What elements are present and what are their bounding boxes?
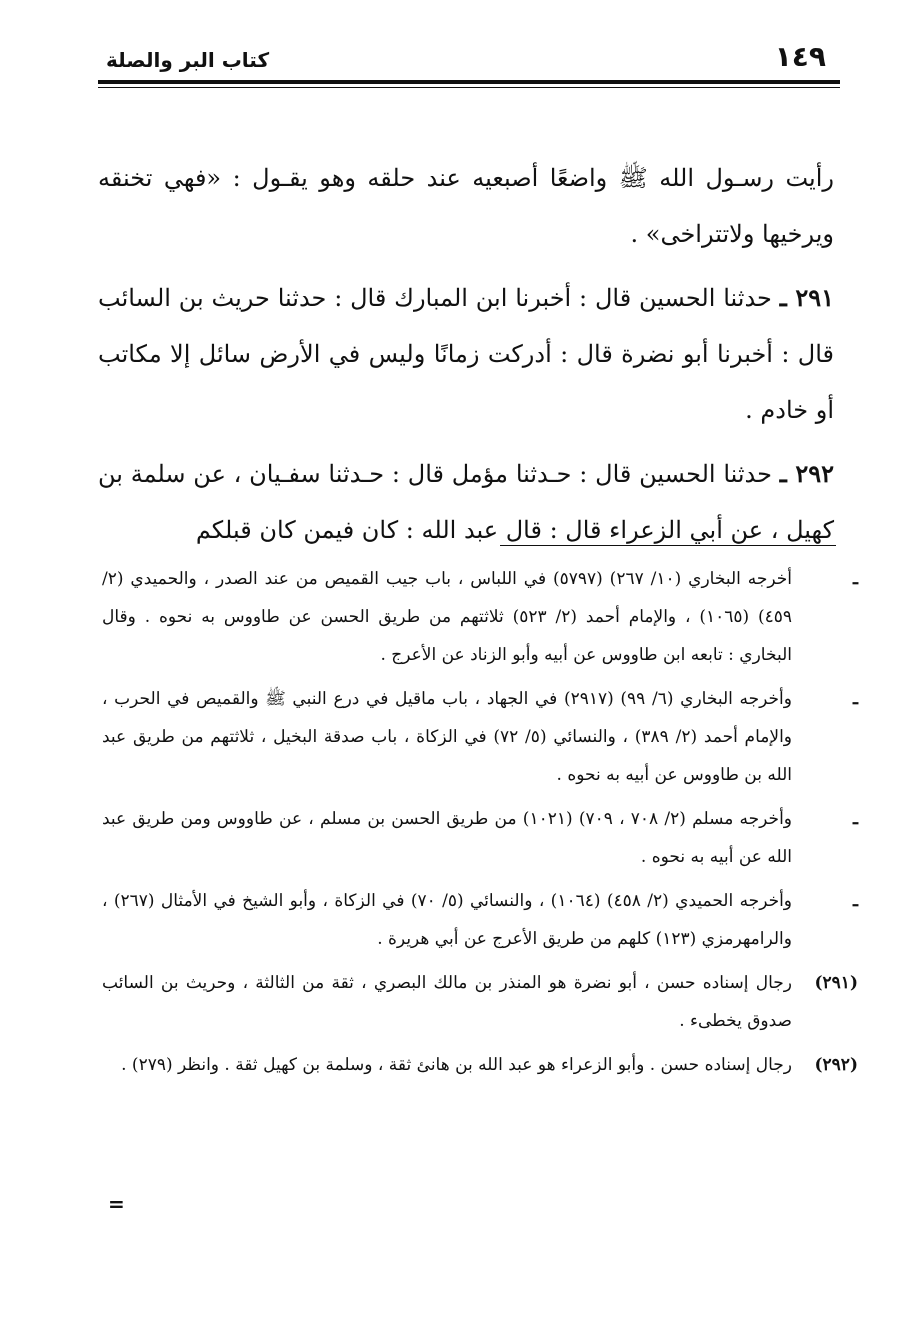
paragraph: [98, 270, 834, 438]
footnote-marker: ـ: [853, 569, 858, 589]
footnote-text: وأخرجه الحميدي (٢/ ٤٥٨) (١٠٦٤) ، والنسائي (٥/ ٧٠) في الزكاة ، وأبو الشيخ في الأمثال (٢٦٧) ، والرامهرمزي (١٢٣) كلهم من طريق الأعرج عن أبي هريرة .: [102, 891, 793, 949]
paragraph: [98, 150, 834, 262]
page-header: [98, 34, 838, 80]
footnote-marker: (٢٩٢): [814, 1055, 858, 1075]
footnote-marker: ـ: [853, 809, 858, 829]
footnote: [98, 964, 858, 1040]
header-rule-thin: [98, 87, 840, 88]
footnote-separator: [500, 545, 836, 546]
paragraph-text: حدثنا الحسين قال : حـدثنا مؤمل قال : حـدثنا سفـيان ، عن سلمة بن كهيل ، عن أبي الزعراء قال : قال عبد الله : كان فيمن كان قبلكم: [98, 460, 834, 544]
hadith-number: ٢٩٢ ـ: [779, 459, 834, 488]
footnote: [98, 1046, 858, 1084]
paragraph-text: رأيت رسـول الله ﷺ واضعًا أصبعيه عند حلقه وهو يقـول : «فهي تخنقه ويرخيها ولاتتراخى» .: [98, 164, 834, 248]
header-rule-thick: [98, 80, 840, 84]
footnote-text: أخرجه البخاري (١٠/ ٢٦٧) (٥٧٩٧) في اللباس ، باب جيب القميص من عند الصدر ، والحميدي (٢/ ٤٥٩) (١٠٦٥) ، والإمام أحمد (٢/ ٥٢٣) ثلاثتهم من طريق الحسن عن طاووس به نحوه . وقال البخاري : تابعه ابن طاووس عن أبيه وأبو الزناد عن الأعرج .: [102, 569, 792, 665]
continuation-mark: =: [108, 1192, 125, 1216]
main-text: [98, 150, 834, 566]
paragraph: [98, 446, 834, 558]
book-title: كتاب البر والصلة: [106, 48, 270, 72]
footnote: [98, 882, 858, 958]
footnote-text: وأخرجه البخاري (٦/ ٩٩) (٢٩١٧) في الجهاد ، باب ماقيل في درع النبي ﷺ والقميص في الحرب ، والإمام أحمد (٢/ ٣٨٩) ، والنسائي (٥/ ٧٢) في الزكاة ، باب صدقة البخيل ، ثلاثتهم من طريق عبد الله بن طاووس عن أبيه به نحوه .: [102, 689, 792, 785]
footnote: [98, 680, 858, 794]
paragraph-text: حدثنا الحسين قال : أخبرنا ابن المبارك قال : حدثنا حريث بن السائب قال : أخبرنا أبو نضرة قال : أدركت زمانًا وليس في الأرض سائل إلا مكاتب أو خادم .: [98, 284, 835, 424]
footnote-text: رجال إسناده حسن . وأبو الزعراء هو عبد الله بن هانئ ثقة ، وسلمة بن كهيل ثقة . وانظر (٢٧٩) .: [121, 1055, 792, 1075]
footnote-text: رجال إسناده حسن ، أبو نضرة هو المنذر بن مالك البصري ، ثقة من الثالثة ، وحريث بن السائب صدوق يخطىء .: [102, 973, 792, 1031]
footnote-text: وأخرجه مسلم (٢/ ٧٠٨ ، ٧٠٩) (١٠٢١) من طريق الحسن بن مسلم ، عن طاووس ومن طريق عبد الله عن أبيه به نحوه .: [102, 809, 792, 867]
footnote: [98, 800, 858, 876]
footnote-marker: ـ: [853, 891, 858, 911]
footnote-marker: ـ: [853, 689, 858, 709]
footnotes: [98, 560, 858, 1090]
footnote-marker: (٢٩١): [814, 973, 858, 993]
footnote: [98, 560, 858, 674]
page-number: ١٤٩: [774, 40, 826, 73]
hadith-number: ٢٩١ ـ: [779, 283, 835, 312]
